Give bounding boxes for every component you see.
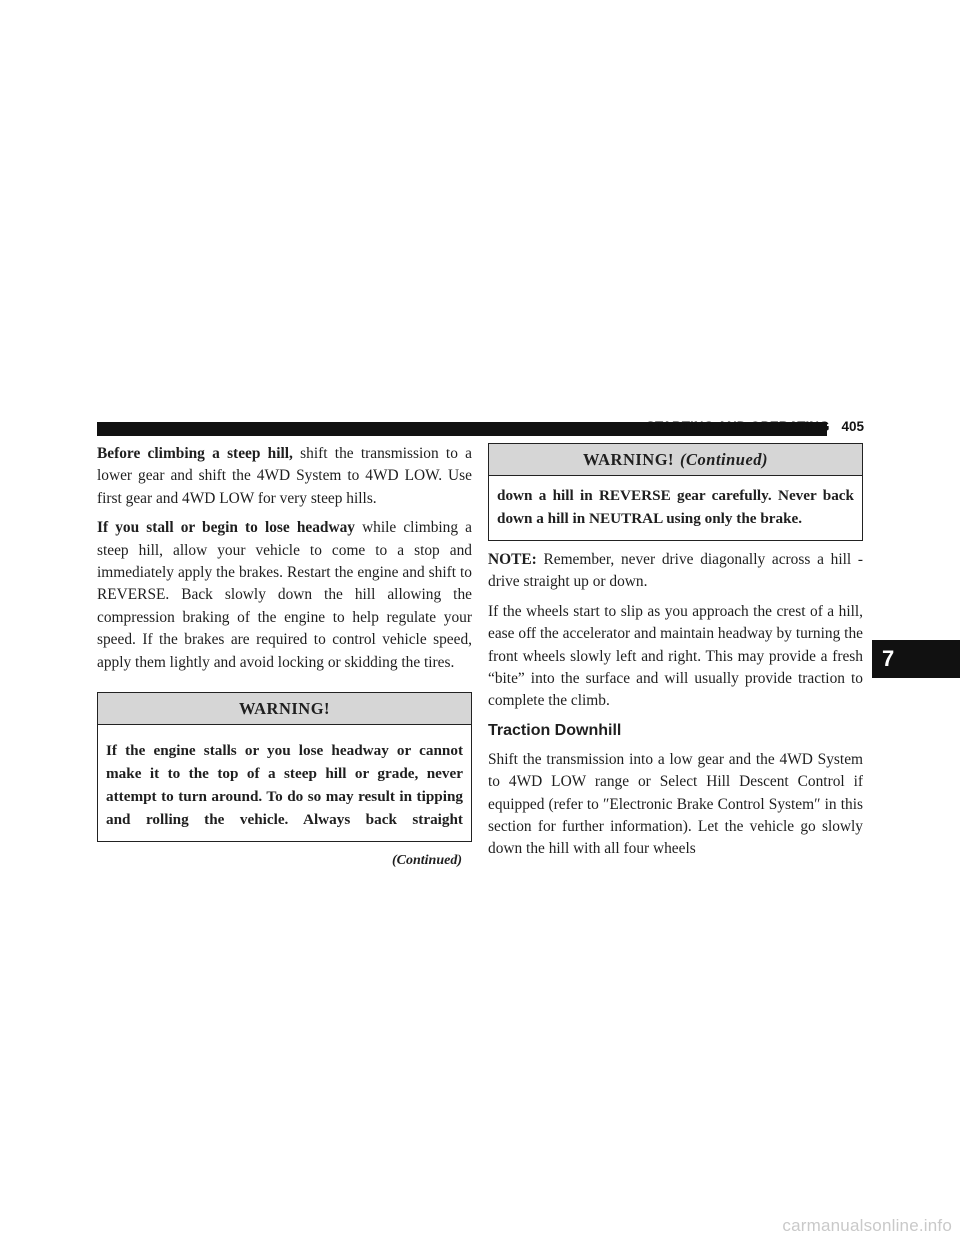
lead-in-bold: If you stall or begin to lose headway xyxy=(97,519,355,537)
note-text: Remember, never drive diagonally across a hill - drive straight up or down. xyxy=(488,551,863,591)
warning-title: WARNING! xyxy=(98,693,471,725)
right-column xyxy=(488,443,863,868)
section-heading: Traction Downhill xyxy=(488,721,622,739)
paragraph-wheel-slip: If the wheels start to slip as you approach the crest of a hill, ease off the accelerator and maintain headway by turning the front wheels slowly left and right. This may provide a fresh “bite” into the surface and will usually provide traction to complete the climb. xyxy=(488,602,863,710)
note-paragraph xyxy=(488,549,863,594)
warning-title xyxy=(489,444,862,476)
warning-text: down a hill in REVERSE gear carefully. Never back down a hill in NEUTRAL using only the brake. xyxy=(497,487,854,527)
warning-box-continued xyxy=(488,443,863,541)
continued-label: (Continued) xyxy=(391,853,462,869)
note-label: NOTE: xyxy=(488,551,537,568)
paragraph-downhill: Shift the transmission into a low gear and the 4WD System to 4WD LOW range or Select Hill Descent Control if equipped (refer to ″Electronic Brake Control System″ in this section for further information). Let the vehicle go slowly down the hill with all four wheels xyxy=(488,750,863,858)
paragraph-stall xyxy=(97,517,472,674)
left-column xyxy=(97,443,472,872)
paragraph-steep-hill xyxy=(97,443,472,510)
warning-box xyxy=(97,692,472,842)
section-title: STARTING AND OPERATING xyxy=(645,419,830,434)
lead-in-bold: Before climbing a steep hill, xyxy=(97,445,293,462)
paragraph-text: while climbing a steep hill, allow your vehicle to come to a stop and immediately apply the brakes. Restart the engine and shift to REVERSE. Back slowly down the hill allowing the compression braking of the engine to help regulate your speed. If the brakes are required to control vehicle speed, apply them lightly and avoid locking or skidding the tires. xyxy=(97,519,472,671)
chapter-tab: 7 xyxy=(872,640,960,678)
page-number: 405 xyxy=(841,419,864,434)
warning-text: If the engine stalls or you lose headway or cannot make it to the top of a steep hill or grade, never attempt to turn around. To do so may result in tipping and rolling the vehicle. Always back straight xyxy=(106,742,463,829)
watermark: carmanualsonline.info xyxy=(782,1216,952,1235)
warning-continued-label: (Continued) xyxy=(680,450,769,469)
paragraph-text: shift the transmission to a lower gear and shift the 4WD System to 4WD LOW. Use first gear and 4WD LOW for very steep hills. xyxy=(97,445,472,507)
warning-title-text: WARNING! xyxy=(582,450,675,469)
